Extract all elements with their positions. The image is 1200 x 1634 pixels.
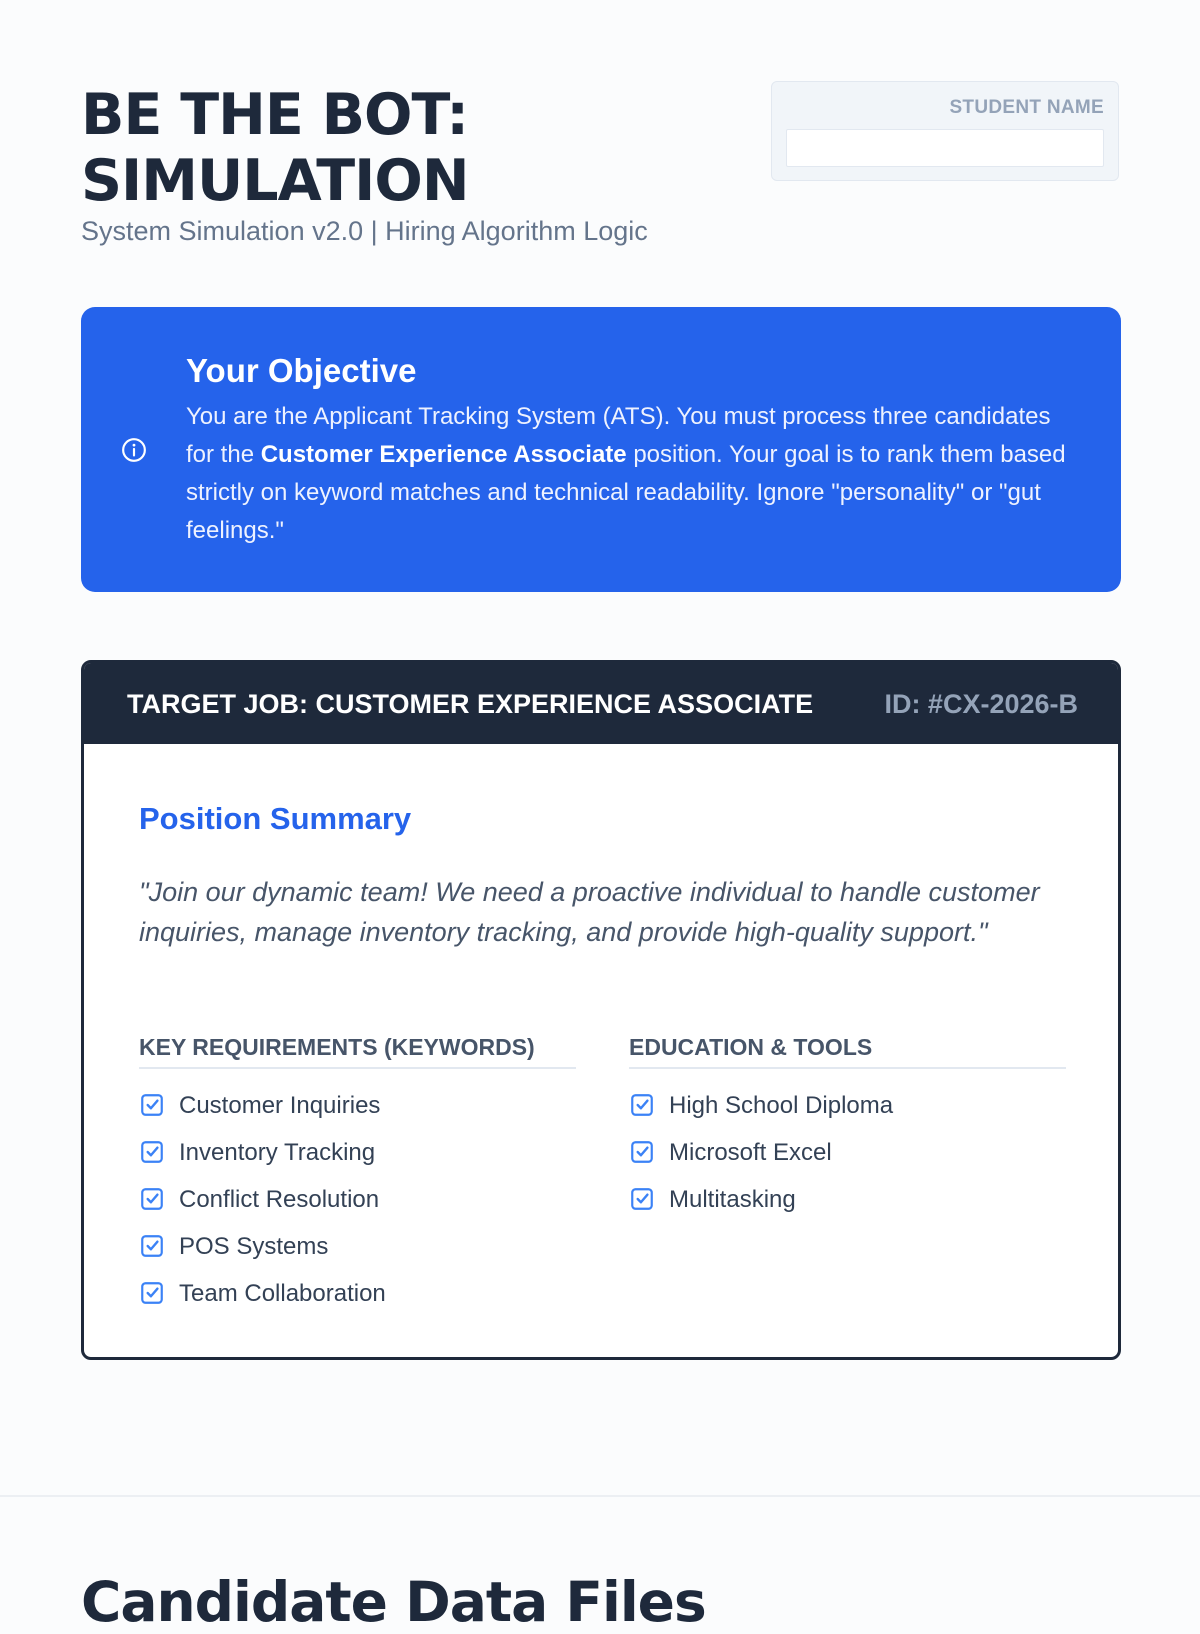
objective-title: Your Objective <box>186 352 417 389</box>
checkbox-checked-icon <box>139 1280 165 1306</box>
checklist-item-label: Microsoft Excel <box>669 1139 832 1166</box>
checklist-item <box>139 1279 576 1326</box>
education-tools-column <box>629 1033 1066 1232</box>
checkbox-checked-icon <box>629 1092 655 1118</box>
checklist-item-label: Customer Inquiries <box>179 1092 381 1119</box>
key-requirements-list <box>139 1091 576 1326</box>
student-name-input[interactable] <box>786 129 1104 167</box>
objective-text-part-1: You are the Applicant Tracking System (ATS). You must process three candidates for the <box>186 403 1051 468</box>
info-icon <box>121 437 147 463</box>
objective-text-part-2: position. Your goal is to rank them based strictly on keyword matches and technical readability. Ignore "personality" or "gut feelings." <box>186 441 1066 544</box>
target-job-card <box>81 660 1121 1360</box>
candidate-files-title: Candidate Data Files <box>81 1570 706 1634</box>
checklist-item <box>139 1232 576 1279</box>
job-id: ID: #CX-2026-B <box>884 689 1078 719</box>
objective-job-name: Customer Experience Associate <box>260 441 627 468</box>
job-card-header <box>84 663 1118 744</box>
position-summary-heading: Position Summary <box>139 801 412 836</box>
checklist-item <box>139 1091 576 1138</box>
checkbox-checked-icon <box>629 1139 655 1165</box>
checklist-item <box>629 1138 1066 1185</box>
checklist-item-label: Conflict Resolution <box>179 1186 380 1213</box>
objective-text <box>186 398 1081 550</box>
checkbox-checked-icon <box>139 1233 165 1259</box>
section-divider <box>0 1495 1200 1497</box>
checklist-item-label: POS Systems <box>179 1233 329 1260</box>
objective-panel <box>81 307 1121 592</box>
page-subtitle: System Simulation v2.0 | Hiring Algorithm Logic <box>81 216 648 246</box>
checklist-item-label: High School Diploma <box>669 1092 894 1119</box>
checklist-item-label: Inventory Tracking <box>179 1139 376 1166</box>
page-title: BE THE BOT: SIMULATION <box>81 82 469 214</box>
education-tools-heading: EDUCATION & TOOLS <box>629 1033 1066 1069</box>
checklist-item <box>629 1091 1066 1138</box>
checklist-item-label: Team Collaboration <box>179 1280 386 1307</box>
checkbox-checked-icon <box>629 1186 655 1212</box>
checklist-item-label: Multitasking <box>669 1186 796 1213</box>
job-title: TARGET JOB: CUSTOMER EXPERIENCE ASSOCIATE <box>127 689 814 719</box>
student-name-label: STUDENT NAME <box>949 97 1104 118</box>
checklist-item <box>629 1185 1066 1232</box>
checklist-item <box>139 1138 576 1185</box>
checkbox-checked-icon <box>139 1186 165 1212</box>
key-requirements-column <box>139 1033 576 1326</box>
position-summary-text: "Join our dynamic team! We need a proactive individual to handle customer inquiries, manage inventory tracking, and provide high-quality support." <box>139 877 1040 947</box>
education-tools-list <box>629 1091 1066 1232</box>
key-requirements-heading: KEY REQUIREMENTS (KEYWORDS) <box>139 1033 576 1069</box>
checklist-item <box>139 1185 576 1232</box>
student-name-box <box>771 81 1119 181</box>
checkbox-checked-icon <box>139 1092 165 1118</box>
checkbox-checked-icon <box>139 1139 165 1165</box>
